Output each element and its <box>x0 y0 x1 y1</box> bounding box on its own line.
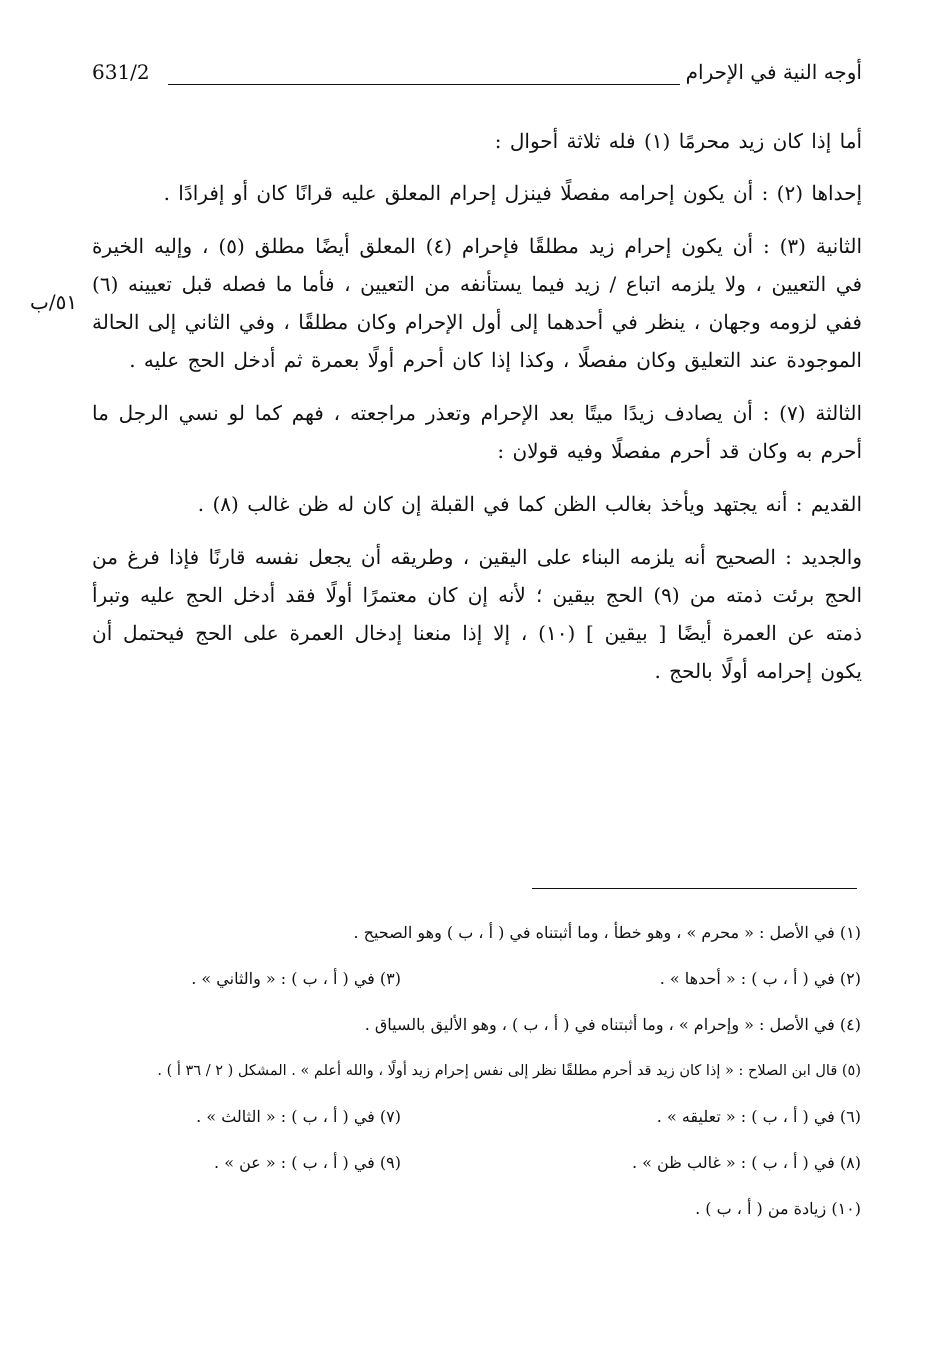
header-page-ref: 631/2 <box>92 60 150 84</box>
footnote-line <box>91 1056 861 1102</box>
footnote: (١) في الأصل : « محرم » ، وهو خطأ ، وما أثبتناه في ( أ ، ب ) وهو الصحيح . <box>353 923 861 942</box>
footnote: (٥) قال ابن الصلاح : « إذا كان زيد قد أحرم مطلقًا نظر إلى نفس إحرام زيد أولًا ، والله أعلم » . المشكل ( ٢ / ٣٦ أ ) . <box>157 1063 861 1079</box>
footnote-separator <box>532 888 857 889</box>
footnotes <box>91 918 861 1240</box>
footnote: (٨) في ( أ ، ب ) : « غالب ظن » . <box>631 1153 861 1172</box>
paragraph-second-case: الثانية (٣) : أن يكون إحرام زيد مطلقًا فإحرام (٤) المعلق أيضًا مطلق (٥) ، وإليه الخيرة في التعيين ، ولا يلزمه اتباع / زيد فيما يستأنفه من التعيين ، فأما ما فصله قبل تعيينه (٦) ففي لزومه وجهان ، ينظر في أحدهما إلى أول الإحرام وكان مطلقًا ، وفي الثاني إلى الحالة الموجودة عند التعليق وكان مفصلًا ، وكذا إذا كان أحرم أولًا بعمرة ثم أدخل الحج عليه . <box>92 234 863 372</box>
paragraph-new-opinion: والجديد : الصحيح أنه يلزمه البناء على اليقين ، وطريقه أن يجعل نفسه قارنًا فإذا فرغ من الحج برئت ذمته من (٩) الحج بيقين ؛ لأنه إن كان معتمرًا أولًا فقد أدخل الحج عليه وتبرأ ذمته عن العمرة أيضًا [ بيقين ] (١٠) ، إلا إذا منعنا إدخال العمرة على الحج فيحتمل أن يكون إحرامه أولًا بالحج . <box>92 545 863 683</box>
paragraph-first-case: إحداها (٢) : أن يكون إحرامه مفصلًا فينزل إحرام المعلق عليه قرانًا كان أو إفرادًا . <box>163 181 862 205</box>
footnote-line <box>91 1194 861 1240</box>
running-header <box>92 58 862 92</box>
header-title: أوجه النية في الإحرام <box>685 60 862 84</box>
footnote: (٣) في ( أ ، ب ) : « والثاني » . <box>191 969 401 988</box>
footnote-line <box>91 1010 861 1056</box>
footnote: (٩) في ( أ ، ب ) : « عن » . <box>214 1153 401 1172</box>
footnote: (٤) في الأصل : « وإحرام » ، وما أثبتناه في ( أ ، ب ) ، وهو الأليق بالسياق . <box>364 1015 861 1034</box>
main-text <box>92 122 862 705</box>
footnote-line <box>91 918 861 964</box>
footnote-line <box>91 964 861 1010</box>
footnote: (٢) في ( أ ، ب ) : « أحدها » . <box>659 969 861 988</box>
footnote: (٧) في ( أ ، ب ) : « الثالث » . <box>196 1107 401 1126</box>
footnote-line <box>91 1148 861 1194</box>
margin-folio-note: ٥١/ب <box>30 290 78 314</box>
footnote: (١٠) زيادة من ( أ ، ب ) . <box>695 1199 861 1218</box>
paragraph-intro: أما إذا كان زيد محرمًا (١) فله ثلاثة أحوال : <box>494 129 862 153</box>
paragraph-old-opinion: القديم : أنه يجتهد ويأخذ بغالب الظن كما في القبلة إن كان له ظن غالب (٨) . <box>197 492 862 516</box>
paragraph-third-case: الثالثة (٧) : أن يصادف زيدًا ميتًا بعد الإحرام وتعذر مراجعته ، فهم كما لو نسي الرجل ما أحرم به وكان قد أحرم مفصلًا وفيه قولان : <box>92 401 862 463</box>
header-rule <box>168 84 680 85</box>
footnote-line <box>91 1102 861 1148</box>
footnote: (٦) في ( أ ، ب ) : « تعليقه » . <box>656 1107 861 1126</box>
